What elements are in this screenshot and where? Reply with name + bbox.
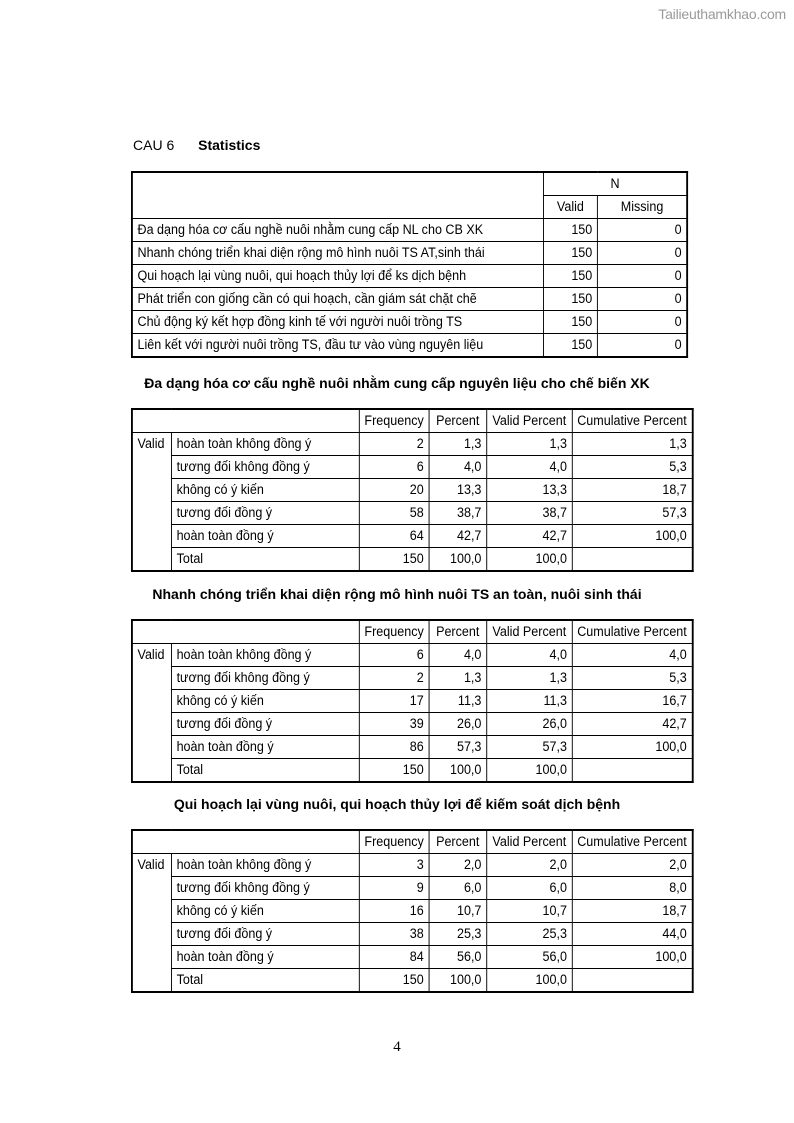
percent-value: 13,3 xyxy=(429,479,487,502)
percent-value: 100,0 xyxy=(429,548,487,572)
row-label: tương đối không đồng ý xyxy=(171,667,359,690)
cumulative-percent-value: 8,0 xyxy=(572,877,692,900)
statistics-title: Statistics xyxy=(198,137,261,153)
table-row xyxy=(132,923,692,946)
table-row xyxy=(132,644,692,667)
row-label: không có ý kiến xyxy=(171,479,359,502)
valid-percent-header: Valid Percent xyxy=(487,830,573,854)
table-row xyxy=(132,479,692,502)
frequency-value: 16 xyxy=(359,900,429,923)
cumulative-percent-header: Cumulative Percent xyxy=(572,620,692,644)
frequency-table-title: Đa dạng hóa cơ cấu nghề nuôi nhằm cung cấp nguyên liệu cho chế biến XK xyxy=(144,375,650,391)
cumulative-percent-value: 100,0 xyxy=(572,736,692,759)
frequency-header: Frequency xyxy=(359,620,429,644)
question-label: CAU 6 xyxy=(133,137,175,153)
frequency-value: 2 xyxy=(359,667,429,690)
cumulative-percent-value: 4,0 xyxy=(572,644,692,667)
total-row xyxy=(132,548,692,572)
stats-row-label: Chủ động ký kết hợp đồng kinh tế với người nuôi trồng TS xyxy=(132,311,544,334)
row-label: tương đối không đồng ý xyxy=(171,456,359,479)
row-label: không có ý kiến xyxy=(171,900,359,923)
row-label: Total xyxy=(171,969,359,993)
row-label: hoàn toàn không đồng ý xyxy=(171,644,359,667)
row-label: Total xyxy=(171,548,359,572)
valid-percent-value: 11,3 xyxy=(487,690,573,713)
frequency-header-row xyxy=(132,620,692,644)
cumulative-percent-value: 5,3 xyxy=(572,667,692,690)
stats-missing-value: 0 xyxy=(597,311,687,334)
cumulative-percent-value xyxy=(572,759,692,783)
valid-percent-value: 100,0 xyxy=(487,969,573,993)
frequency-value: 2 xyxy=(359,433,429,456)
percent-header: Percent xyxy=(429,409,487,433)
frequency-corner-cell xyxy=(132,830,359,854)
stats-valid-value: 150 xyxy=(543,219,597,242)
percent-value: 2,0 xyxy=(429,854,487,877)
frequency-value: 20 xyxy=(359,479,429,502)
frequency-table xyxy=(131,619,693,783)
frequency-table xyxy=(131,829,693,993)
statistics-heading xyxy=(133,137,260,153)
valid-percent-value: 100,0 xyxy=(487,548,573,572)
frequency-table xyxy=(131,408,693,572)
valid-percent-value: 1,3 xyxy=(487,433,573,456)
valid-percent-value: 4,0 xyxy=(487,456,573,479)
n-header: N xyxy=(543,172,687,196)
table-row xyxy=(132,736,692,759)
valid-percent-value: 100,0 xyxy=(487,759,573,783)
stats-valid-value: 150 xyxy=(543,242,597,265)
stats-corner-cell xyxy=(132,172,544,219)
frequency-header-row xyxy=(132,409,692,433)
page-number: 4 xyxy=(393,1039,401,1055)
frequency-table-title: Qui hoạch lại vùng nuôi, qui hoạch thủy lợi để kiếm soát dịch bệnh xyxy=(173,796,621,812)
percent-header: Percent xyxy=(429,830,487,854)
stats-row xyxy=(132,219,687,242)
frequency-value: 58 xyxy=(359,502,429,525)
cumulative-percent-value xyxy=(572,969,692,993)
percent-value: 42,7 xyxy=(429,525,487,548)
percent-value: 1,3 xyxy=(429,667,487,690)
row-label: tương đối đồng ý xyxy=(171,923,359,946)
valid-group-label: Valid xyxy=(132,854,172,993)
stats-missing-value: 0 xyxy=(597,242,687,265)
table-row xyxy=(132,456,692,479)
cumulative-percent-value: 1,3 xyxy=(572,433,692,456)
stats-valid-value: 150 xyxy=(543,265,597,288)
valid-percent-value: 6,0 xyxy=(487,877,573,900)
frequency-value: 9 xyxy=(359,877,429,900)
frequency-corner-cell xyxy=(132,409,359,433)
stats-row xyxy=(132,242,687,265)
percent-value: 38,7 xyxy=(429,502,487,525)
valid-percent-value: 2,0 xyxy=(487,854,573,877)
valid-percent-value: 26,0 xyxy=(487,713,573,736)
stats-row-label: Đa dạng hóa cơ cấu nghề nuôi nhằm cung cấp NL cho CB XK xyxy=(132,219,544,242)
percent-value: 100,0 xyxy=(429,759,487,783)
table-row xyxy=(132,502,692,525)
cumulative-percent-value: 2,0 xyxy=(572,854,692,877)
valid-percent-value: 13,3 xyxy=(487,479,573,502)
table-row xyxy=(132,690,692,713)
frequency-header: Frequency xyxy=(359,830,429,854)
total-row xyxy=(132,759,692,783)
table-row xyxy=(132,877,692,900)
table-row xyxy=(132,433,692,456)
table-row xyxy=(132,946,692,969)
missing-header: Missing xyxy=(597,196,687,219)
row-label: hoàn toàn không đồng ý xyxy=(171,854,359,877)
percent-value: 4,0 xyxy=(429,456,487,479)
valid-percent-value: 25,3 xyxy=(487,923,573,946)
frequency-table-title: Nhanh chóng triển khai diện rộng mô hình nuôi TS an toàn, nuôi sinh thái xyxy=(152,586,642,602)
cumulative-percent-value: 16,7 xyxy=(572,690,692,713)
total-row xyxy=(132,969,692,993)
percent-value: 1,3 xyxy=(429,433,487,456)
percent-value: 11,3 xyxy=(429,690,487,713)
frequency-value: 38 xyxy=(359,923,429,946)
percent-header: Percent xyxy=(429,620,487,644)
stats-valid-value: 150 xyxy=(543,334,597,358)
cumulative-percent-header: Cumulative Percent xyxy=(572,830,692,854)
table-row xyxy=(132,854,692,877)
cumulative-percent-value: 44,0 xyxy=(572,923,692,946)
cumulative-percent-value: 57,3 xyxy=(572,502,692,525)
cumulative-percent-value xyxy=(572,548,692,572)
frequency-value: 3 xyxy=(359,854,429,877)
frequency-value: 17 xyxy=(359,690,429,713)
frequency-value: 150 xyxy=(359,969,429,993)
frequency-corner-cell xyxy=(132,620,359,644)
cumulative-percent-value: 18,7 xyxy=(572,900,692,923)
cumulative-percent-value: 100,0 xyxy=(572,525,692,548)
frequency-value: 150 xyxy=(359,759,429,783)
frequency-value: 84 xyxy=(359,946,429,969)
stats-header-row xyxy=(132,172,687,196)
percent-value: 57,3 xyxy=(429,736,487,759)
valid-header: Valid xyxy=(543,196,597,219)
statistics-table xyxy=(131,171,688,358)
valid-group-label: Valid xyxy=(132,433,172,572)
valid-percent-value: 56,0 xyxy=(487,946,573,969)
stats-row-label: Liên kết với người nuôi trồng TS, đầu tư vào vùng nguyên liệu xyxy=(132,334,544,358)
stats-missing-value: 0 xyxy=(597,265,687,288)
row-label: Total xyxy=(171,759,359,783)
percent-value: 4,0 xyxy=(429,644,487,667)
stats-row-label: Qui hoạch lại vùng nuôi, qui hoạch thủy lợi để ks dịch bệnh xyxy=(132,265,544,288)
cumulative-percent-value: 5,3 xyxy=(572,456,692,479)
cumulative-percent-value: 42,7 xyxy=(572,713,692,736)
stats-row xyxy=(132,288,687,311)
table-row xyxy=(132,900,692,923)
row-label: hoàn toàn đồng ý xyxy=(171,946,359,969)
stats-row-label: Phát triển con giống cần có qui hoạch, cần giám sát chặt chẽ xyxy=(132,288,544,311)
frequency-header-row xyxy=(132,830,692,854)
percent-value: 25,3 xyxy=(429,923,487,946)
stats-missing-value: 0 xyxy=(597,334,687,358)
row-label: tương đối đồng ý xyxy=(171,713,359,736)
stats-row xyxy=(132,311,687,334)
row-label: hoàn toàn không đồng ý xyxy=(171,433,359,456)
table-row xyxy=(132,525,692,548)
stats-missing-value: 0 xyxy=(597,219,687,242)
frequency-value: 86 xyxy=(359,736,429,759)
cumulative-percent-header: Cumulative Percent xyxy=(572,409,692,433)
percent-value: 6,0 xyxy=(429,877,487,900)
cumulative-percent-value: 18,7 xyxy=(572,479,692,502)
valid-percent-value: 1,3 xyxy=(487,667,573,690)
percent-value: 26,0 xyxy=(429,713,487,736)
valid-percent-value: 38,7 xyxy=(487,502,573,525)
row-label: tương đối không đồng ý xyxy=(171,877,359,900)
frequency-value: 39 xyxy=(359,713,429,736)
percent-value: 100,0 xyxy=(429,969,487,993)
percent-value: 10,7 xyxy=(429,900,487,923)
valid-group-label: Valid xyxy=(132,644,172,783)
stats-row-label: Nhanh chóng triển khai diện rộng mô hình nuôi TS AT,sinh thái xyxy=(132,242,544,265)
frequency-value: 6 xyxy=(359,456,429,479)
valid-percent-value: 57,3 xyxy=(487,736,573,759)
row-label: tương đối đồng ý xyxy=(171,502,359,525)
stats-row xyxy=(132,334,687,358)
row-label: hoàn toàn đồng ý xyxy=(171,525,359,548)
frequency-value: 6 xyxy=(359,644,429,667)
frequency-header: Frequency xyxy=(359,409,429,433)
valid-percent-value: 10,7 xyxy=(487,900,573,923)
row-label: hoàn toàn đồng ý xyxy=(171,736,359,759)
percent-value: 56,0 xyxy=(429,946,487,969)
valid-percent-header: Valid Percent xyxy=(487,409,573,433)
valid-percent-header: Valid Percent xyxy=(487,620,573,644)
stats-row xyxy=(132,265,687,288)
row-label: không có ý kiến xyxy=(171,690,359,713)
frequency-value: 150 xyxy=(359,548,429,572)
watermark-text: Tailieuthamkhao.com xyxy=(658,6,786,22)
stats-missing-value: 0 xyxy=(597,288,687,311)
frequency-value: 64 xyxy=(359,525,429,548)
valid-percent-value: 42,7 xyxy=(487,525,573,548)
table-row xyxy=(132,713,692,736)
valid-percent-value: 4,0 xyxy=(487,644,573,667)
cumulative-percent-value: 100,0 xyxy=(572,946,692,969)
stats-valid-value: 150 xyxy=(543,311,597,334)
table-row xyxy=(132,667,692,690)
stats-valid-value: 150 xyxy=(543,288,597,311)
